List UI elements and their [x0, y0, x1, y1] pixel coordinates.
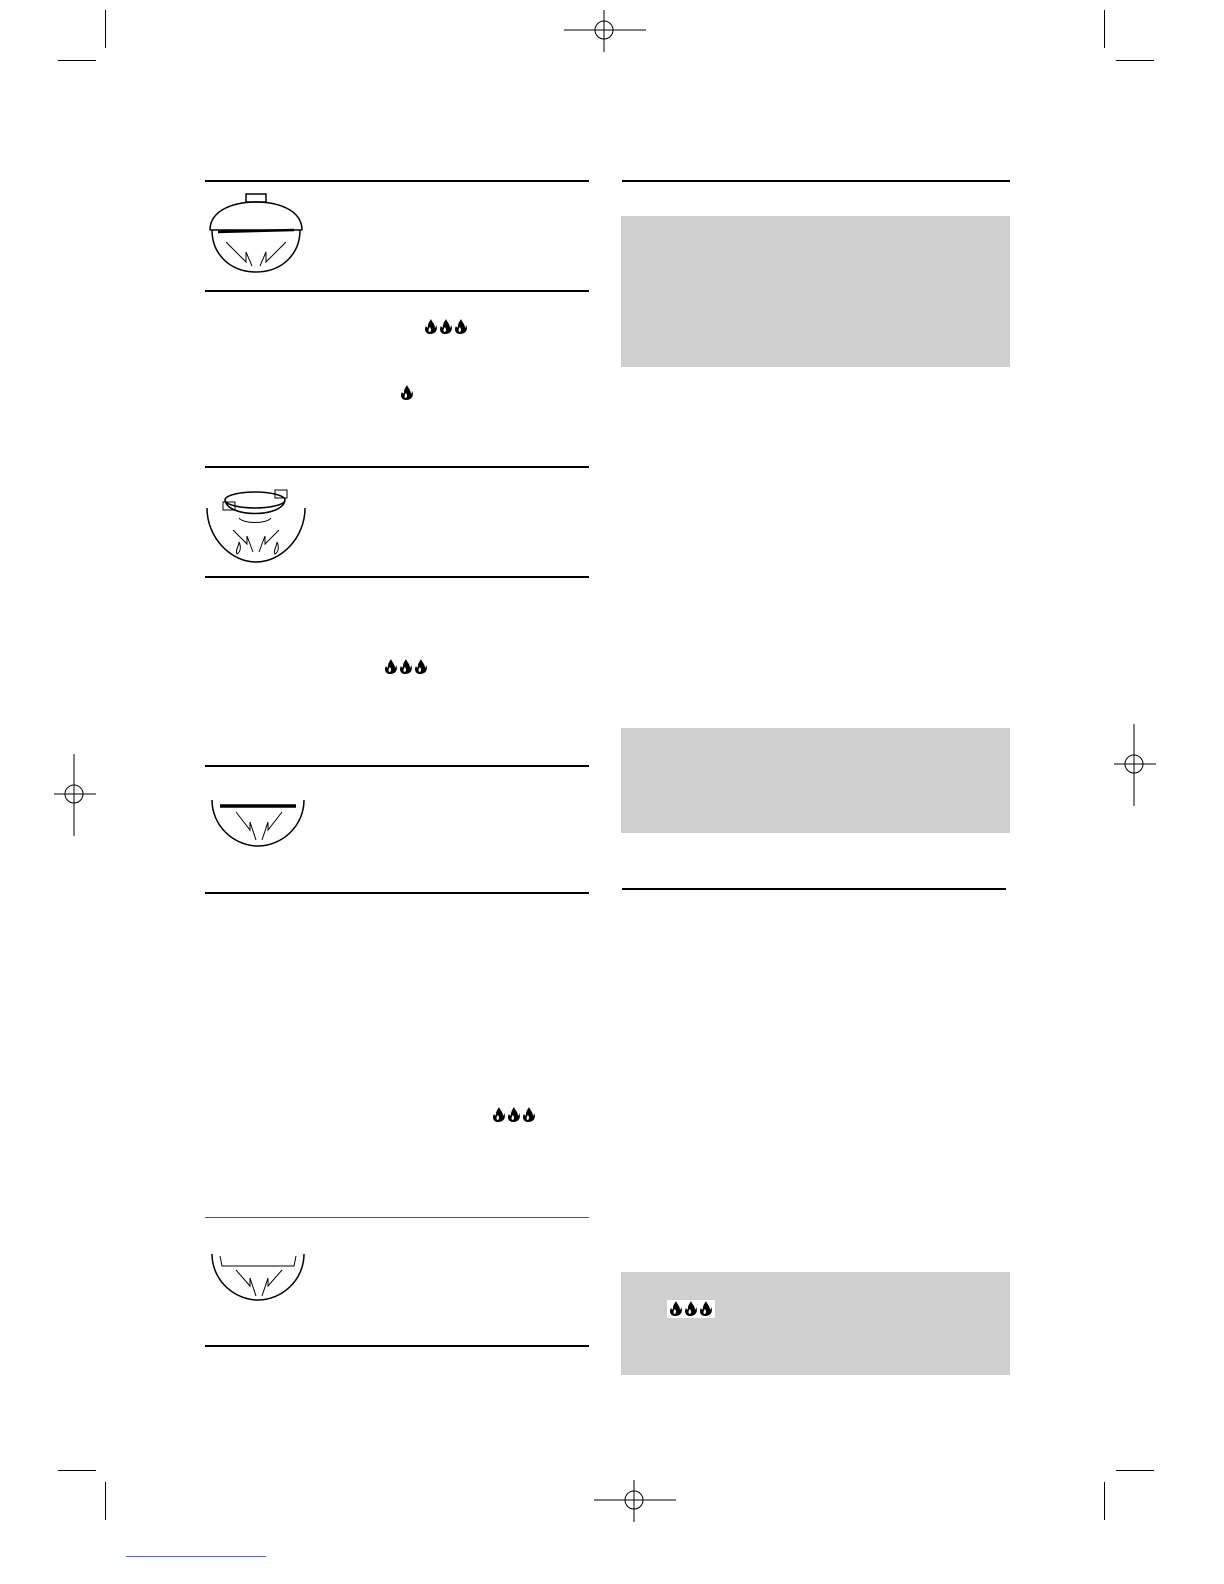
crop-mark-bottom-left-horizontal: [58, 1470, 96, 1471]
crop-mark-top-right-horizontal: [1116, 60, 1154, 61]
callout-box: [621, 728, 1010, 833]
registration-mark-icon: [564, 10, 646, 52]
heat-level-high-icon: [490, 1106, 538, 1124]
crop-mark-top-left-vertical: [105, 10, 106, 48]
section-rule: [205, 180, 589, 182]
open-kettle-bowl-icon: [208, 1250, 308, 1306]
covered-kettle-grill-icon: [206, 192, 306, 278]
crop-mark-bottom-left-vertical: [105, 1482, 106, 1520]
registration-mark-icon: [594, 1480, 676, 1522]
callout-box: [621, 1272, 1010, 1375]
crop-mark-bottom-right-vertical: [1104, 1482, 1105, 1520]
link-underline[interactable]: [126, 1556, 266, 1557]
crop-mark-top-right-vertical: [1104, 10, 1105, 48]
heat-level-high-icon: [667, 1300, 715, 1318]
registration-mark-icon: [1114, 724, 1156, 806]
callout-box: [621, 216, 1010, 367]
heat-level-low-icon: [398, 384, 416, 402]
section-rule: [205, 892, 589, 894]
section-rule: [205, 765, 589, 767]
section-rule: [205, 1217, 589, 1218]
section-rule: [205, 576, 589, 578]
section-rule: [205, 1345, 589, 1347]
open-kettle-grate-icon: [208, 796, 308, 852]
heat-level-high-icon: [382, 658, 430, 676]
section-rule: [205, 466, 589, 468]
heat-level-high-icon: [422, 318, 470, 336]
section-rule: [205, 290, 589, 292]
crop-mark-top-left-horizontal: [58, 60, 96, 61]
crop-mark-bottom-right-horizontal: [1116, 1470, 1154, 1471]
registration-mark-icon: [54, 754, 96, 836]
kettle-with-drip-pan-icon: [203, 480, 309, 566]
section-rule: [622, 180, 1010, 182]
section-rule: [622, 888, 1006, 890]
